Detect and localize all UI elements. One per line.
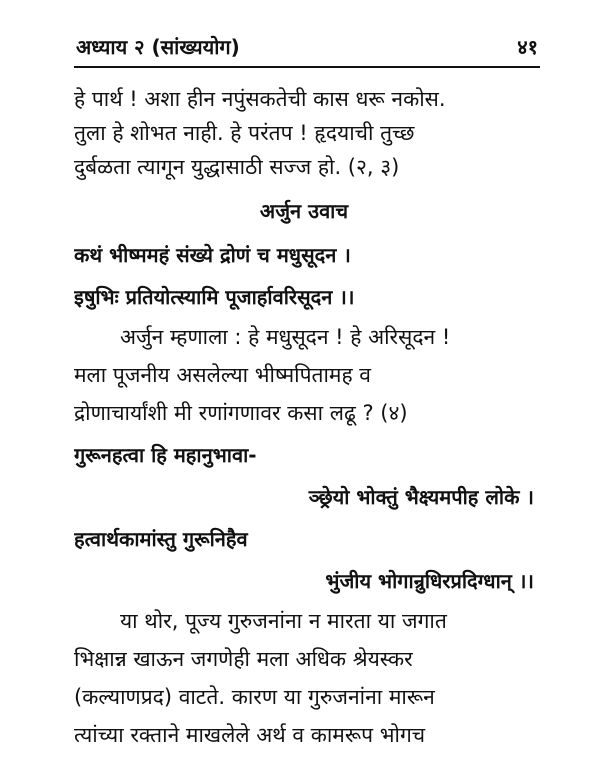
speaker-heading: अर्जुन उवाच: [259, 199, 349, 223]
verse-line: इषुभिः प्रतियोत्स्यामि पूजार्हावरिसूदन ।।: [74, 285, 355, 309]
prose-line: तुला हे शोभत नाही. हे परंतप ! हृदयाची तुच्छ: [74, 121, 415, 145]
page-number: ४१: [517, 34, 538, 59]
prose-line: (कल्याणप्रद) वाटते. कारण या गुरुजनांना मारून: [74, 685, 435, 709]
verse-line: गुरूनहत्वा हि महानुभावा-: [74, 443, 257, 467]
prose-line: दुर्बळता त्यागून युद्धासाठी सज्ज हो. (२, ३): [74, 155, 400, 179]
header-rule: [74, 66, 540, 68]
verse-line: कथं भीष्ममहं संख्ये द्रोणं च मधुसूदन ।: [74, 243, 351, 267]
prose-line: भिक्षान्न खाऊन जगणेही मला अधिक श्रेयस्कर: [74, 647, 413, 671]
chapter-title: अध्याय २ (सांख्ययोग): [76, 34, 240, 59]
page-header: [76, 30, 538, 62]
verse-line: ञ्छ्रेयो भोक्तुं भैक्ष्यमपीह लोके ।: [308, 485, 534, 509]
verse-line: हत्वार्थकामांस्तु गुरूनिहैव: [74, 527, 248, 551]
prose-line: अर्जुन म्हणाला : हे मधुसूदन ! हे अरिसूदन !: [120, 325, 451, 349]
prose-line: मला पूजनीय असलेल्या भीष्मपितामह व: [74, 363, 371, 387]
prose-line: त्यांच्या रक्ताने माखलेले अर्थ व कामरूप भोगच: [74, 723, 426, 747]
prose-line: हे पार्थ ! अशा हीन नपुंसकतेची कास धरू नकोस.: [74, 87, 446, 111]
prose-line: द्रोणाचार्यांशी मी रणांगणावर कसा लढू ? (४): [74, 401, 408, 425]
prose-line: या थोर, पूज्य गुरुजनांना न मारता या जगात: [120, 609, 447, 633]
verse-line: भुंजीय भोगान्रुधिरप्रदिग्धान् ।।: [325, 569, 534, 593]
